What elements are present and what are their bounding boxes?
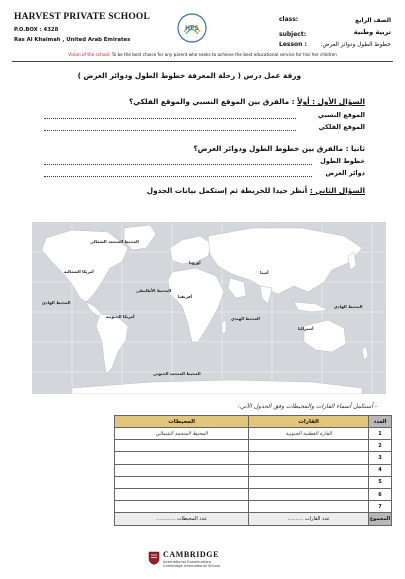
continent-cell[interactable]	[249, 452, 369, 464]
continent-cell[interactable]	[249, 476, 369, 488]
continents-oceans-table	[114, 415, 392, 526]
row-number: 1	[369, 428, 392, 440]
map-label-africa: أفريقيا	[178, 294, 192, 299]
table-row	[115, 428, 392, 440]
answer-line-astronomical[interactable]	[44, 130, 296, 131]
map-label-pacific-ocean-right: المحيط الهادي	[334, 304, 363, 309]
continent-cell[interactable]	[249, 464, 369, 476]
row-number: 3	[369, 452, 392, 464]
question-2-label: السؤال الثاني :	[309, 186, 365, 195]
subject-label: subject:	[279, 31, 307, 38]
cambridge-crest-icon	[148, 551, 160, 565]
question-1-text: : مالفرق بين الموقع النسبي والموقع الفلكي؟	[128, 97, 298, 106]
table-row	[115, 464, 392, 476]
total-oceans[interactable]: عدد المحيطات ............	[115, 513, 249, 526]
row-number: 7	[369, 501, 392, 513]
question-2	[147, 186, 365, 195]
table-instruction: - أستكمل أسماء القارات والمحيطات وفق الجدول الآتي:	[238, 403, 377, 410]
map-label-atlantic-ocean: المحيط الأطلنطي	[136, 288, 172, 293]
ocean-cell[interactable]	[115, 501, 249, 513]
vision-text: To be the best choice for any parent who seeks to achieve the best educational service for his/ her children	[111, 52, 337, 57]
ocean-cell[interactable]: المحيط المتجمد الشمالي	[115, 428, 249, 440]
map-label-pacific-ocean-left: المحيط الهادي	[42, 300, 71, 305]
table-header-row	[115, 416, 392, 428]
logo-text: HPS	[185, 25, 199, 32]
answer-line-longitude[interactable]	[44, 164, 312, 165]
school-name: HARVEST PRIVATE SCHOOL	[14, 12, 151, 22]
header-divider	[12, 61, 393, 62]
cambridge-sub2: Cambridge International School	[163, 564, 220, 568]
row-number: 5	[369, 476, 392, 488]
table-row	[115, 452, 392, 464]
map-label-south-america: أمريكا الجنوبية	[106, 314, 135, 319]
cambridge-logo	[148, 550, 258, 570]
table-row	[115, 476, 392, 488]
school-address: Ras Al Khaimah , United Arab Emirates	[14, 37, 131, 43]
class-label: class:	[279, 16, 299, 23]
map-label-southern-ocean: المحيط المتجمد الجنوبي	[153, 371, 201, 376]
answer-line-relative[interactable]	[44, 118, 296, 119]
vision-label: Vision of the school:	[68, 52, 111, 57]
ocean-cell[interactable]	[115, 440, 249, 452]
answer-label-relative: الموقع النسبي	[317, 111, 365, 119]
world-map	[32, 222, 386, 394]
answer-label-latitude: دوائر العرض	[325, 169, 365, 177]
header-number: العدد	[369, 416, 392, 428]
class-value: الصف الرابع	[355, 17, 391, 24]
map-label-north-america: أمريكا الشمالية	[64, 269, 94, 274]
ocean-cell[interactable]	[115, 452, 249, 464]
lesson-label: Lesson :	[279, 41, 307, 48]
ocean-cell[interactable]	[115, 476, 249, 488]
header-continents: القارات	[249, 416, 369, 428]
total-continents[interactable]: عدد القارات ..........	[249, 513, 369, 526]
continent-cell[interactable]	[249, 488, 369, 500]
total-label: المجموع	[369, 513, 392, 526]
table-row	[115, 501, 392, 513]
answer-label-astronomical: الموقع الفلكي	[318, 123, 365, 131]
cambridge-sub1: International Examinations	[163, 560, 212, 564]
map-label-asia: آسيا	[260, 270, 269, 275]
table-row	[115, 440, 392, 452]
table-row	[115, 488, 392, 500]
continent-cell[interactable]	[249, 440, 369, 452]
map-label-australia: أستراليا	[298, 326, 314, 331]
map-label-arctic-ocean: المحيط المتجمد الشمالي	[90, 239, 139, 244]
map-label-europe: أوروبا	[189, 260, 201, 265]
question-1	[129, 97, 365, 106]
ocean-cell[interactable]	[115, 464, 249, 476]
map-label-indian-ocean: المحيط الهندي	[231, 316, 260, 321]
school-vision	[0, 52, 405, 57]
school-logo-icon	[177, 13, 207, 43]
lesson-value: خطوط الطول ودوائر العرض	[322, 42, 391, 48]
school-pobox: P.O.BOX : 4328	[14, 27, 59, 33]
question-2-text: أنظر جيدا للخريطة ثم إستكمل بيانات الجدول	[146, 186, 310, 195]
answer-label-longitude: خطوط الطول	[320, 157, 365, 165]
continent-cell[interactable]: القارة القطبية الجنوبية	[249, 428, 369, 440]
ocean-cell[interactable]	[115, 488, 249, 500]
continent-cell[interactable]	[249, 501, 369, 513]
worksheet-title: ورقة عمل درس ( رحلة المعرفة خطوط الطول ودوائر العرض )	[77, 71, 301, 80]
row-number: 2	[369, 440, 392, 452]
table-total-row	[115, 513, 392, 526]
row-number: 6	[369, 488, 392, 500]
cambridge-name: CAMBRIDGE	[163, 550, 220, 559]
lesson-value-line: خطوط الطول ودوائر العرض:	[320, 42, 391, 48]
world-map-drawing	[32, 222, 386, 394]
row-number: 4	[369, 464, 392, 476]
question-1-label: السؤال الأول : أولاً	[297, 97, 365, 106]
cambridge-subtitle	[163, 560, 220, 568]
question-1b: ثانيا : مالفرق بين خطوط الطول ودوائر العرض؟	[193, 144, 365, 153]
subject-value: تربية وطنية	[353, 28, 391, 36]
header-oceans: المحيطات	[115, 416, 249, 428]
answer-line-latitude[interactable]	[44, 176, 312, 177]
